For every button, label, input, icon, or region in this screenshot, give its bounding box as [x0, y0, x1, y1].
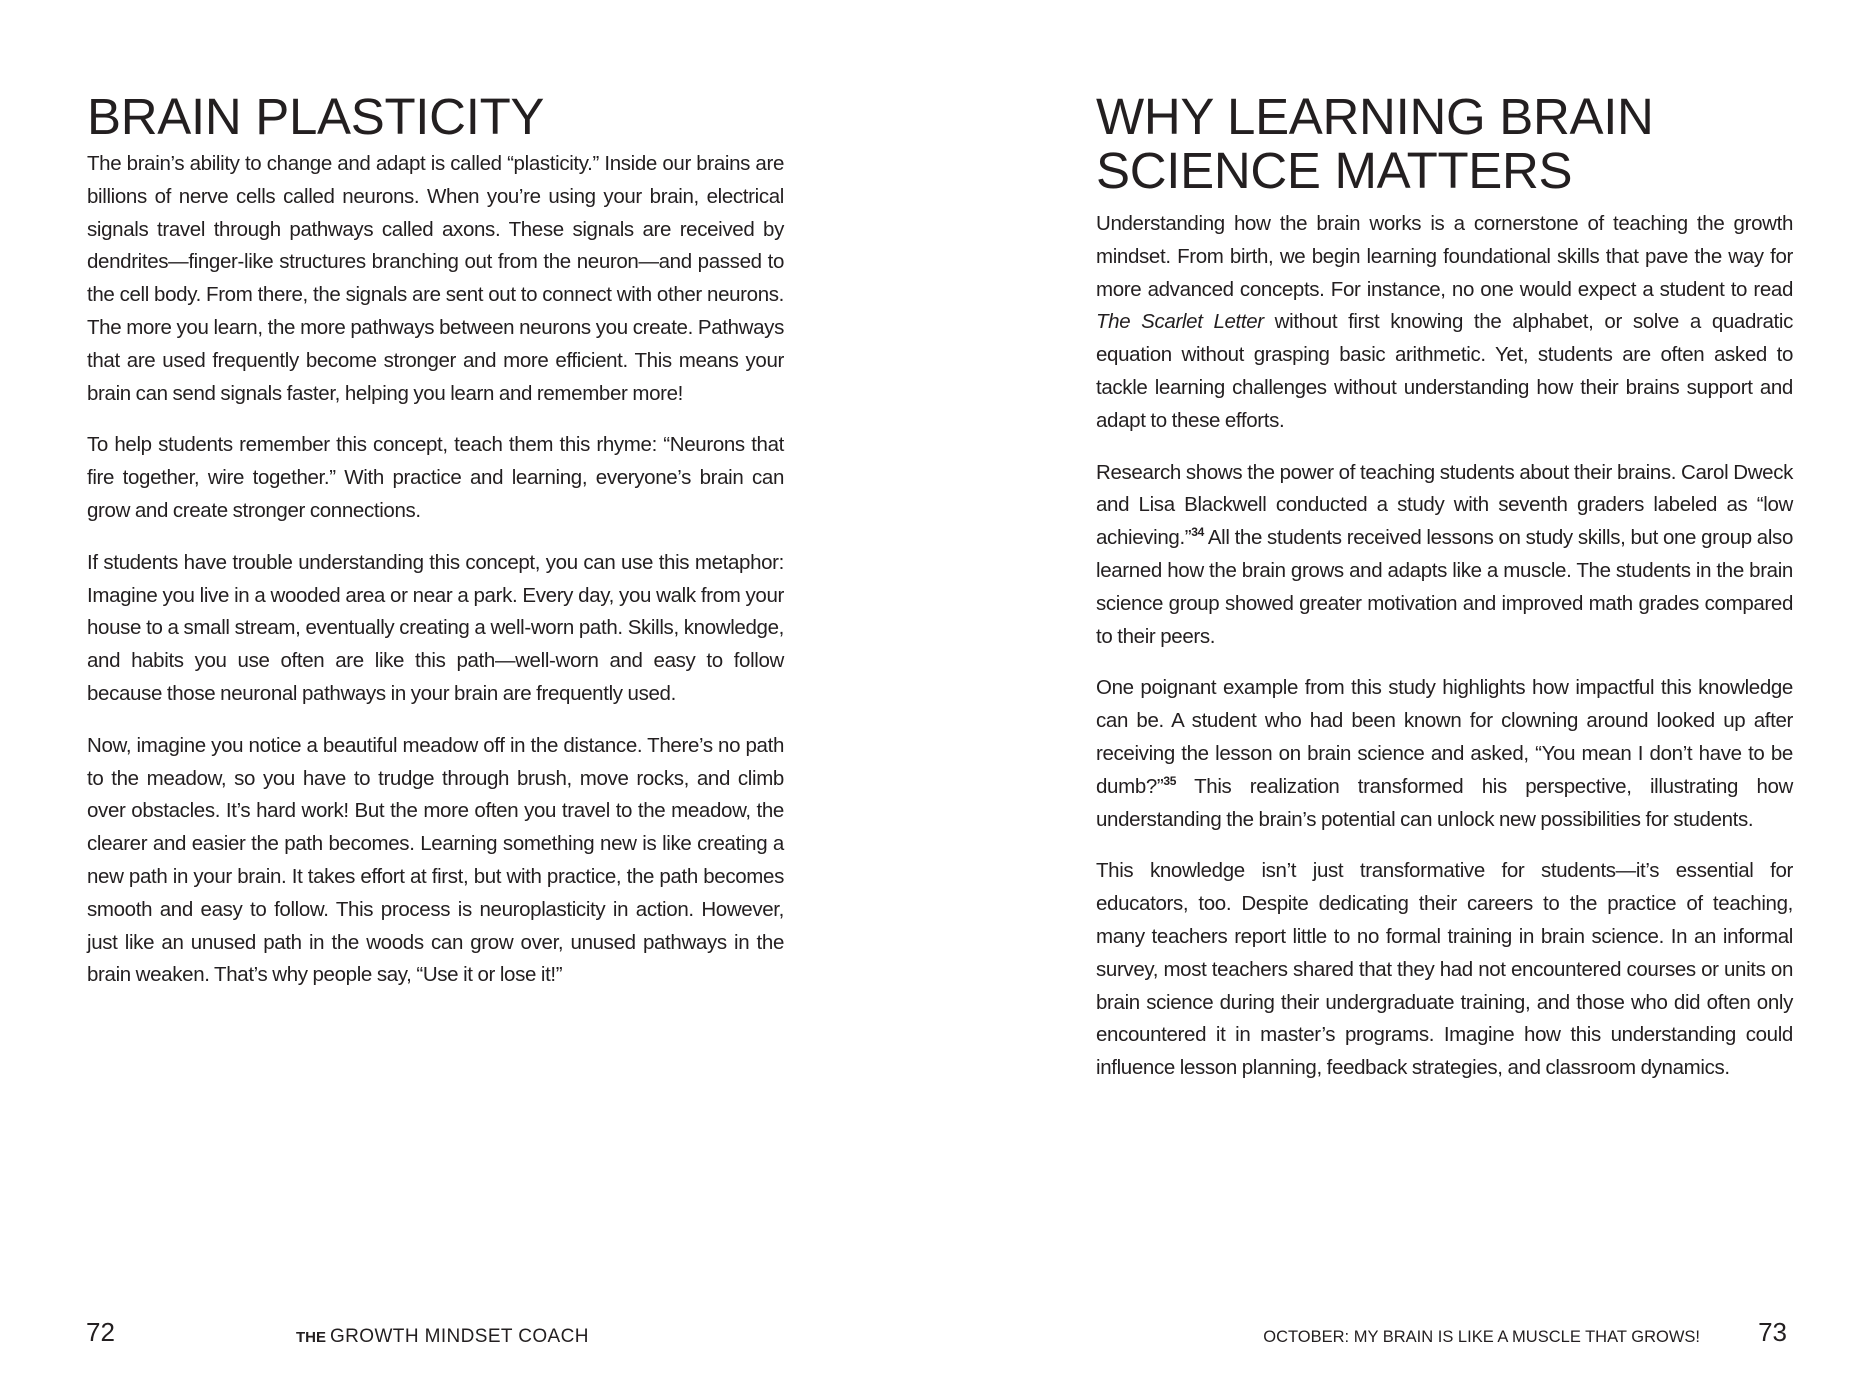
paragraph	[1096, 457, 1793, 654]
paragraph: To help students remember this concept, teach them this rhyme: “Neurons that fire together, wire together.” With practice and learning, everyone’s brain can grow and create stronger connections.	[87, 433, 784, 522]
paragraph: This knowledge isn’t just transformative for students—it’s essential for educators, too. Despite dedicating their careers to the practice of teaching, many teachers report little to no formal training in brain science. In an informal survey, most teachers shared that they had not encountered courses or units on brain science during their undergraduate training, and those who did often only encountered it in master’s programs. Imagine how this understanding could influence lesson planning, feedback strategies, and classroom dynamics.	[1096, 859, 1793, 1080]
paragraph-text: Understanding how the brain works is a cornerstone of teaching the growth mindset. From birth, we begin learning foundational skills that pave the way for more advanced concepts. For instance, no one would expect a student to read	[1096, 212, 1793, 301]
footnote-marker: 35	[1163, 773, 1177, 788]
page-number: 72	[86, 1317, 115, 1347]
right-page	[931, 0, 1863, 1396]
heading-line: WHY LEARNING BRAIN	[1096, 88, 1654, 145]
paragraph-text: without first knowing the alphabet, or solve a quadratic equation without grasping basic arithmetic. Yet, students are often asked to tackle learning challenges without understanding how their brains support and adapt to these efforts.	[1096, 310, 1793, 432]
left-page	[0, 0, 931, 1396]
paragraph	[1096, 208, 1793, 438]
running-head-text: GROWTH MINDSET COACH	[330, 1326, 589, 1347]
book-title-italic: The Scarlet Letter	[1096, 310, 1264, 334]
right-page-content	[1096, 90, 1793, 1104]
paragraph-text: All the students received lessons on study skills, but one group also learned how the brain grows and adapts like a muscle. The students in the brain science group showed greater motivation and improved math grades compared to their peers.	[1096, 526, 1793, 648]
page-number: 73	[1758, 1317, 1787, 1347]
footnote-marker: 34	[1191, 525, 1204, 540]
running-head-prefix: THE	[296, 1329, 326, 1346]
paragraph: If students have trouble understanding this concept, you can use this metaphor: Imagine you live in a wooded area or near a park. Every day, you walk from your house to a small stream, eventually creating a well-worn path. Skills, knowledge, and habits you use often are like this path—well-worn and easy to follow because those neuronal pathways in your brain are frequently used.	[87, 550, 784, 705]
left-page-content	[87, 90, 784, 1011]
right-page-footer	[931, 1317, 1863, 1357]
paragraph: Now, imagine you notice a beautiful meadow off in the distance. There’s no path to the meadow, so you have to trudge through brush, move rocks, and climb over obstacles. It’s hard work! But the more often you travel to the meadow, the clearer and easier the path becomes. Learning something new is like creating a new path in your brain. It takes effort at first, but with practice, the path becomes smooth and easy to follow. This process is neuroplasticity in action. However, just like an unused path in the woods can grow over, unused pathways in the brain weaken. That’s why people say, “Use it or lose it!”	[87, 733, 784, 987]
paragraph-text: One poignant example from this study highlights how impactful this knowledge can be. A student who had been known for clowning around looked up after receiving the lesson on brain science and asked, “You mean I don’t have to be dumb?”	[1096, 676, 1793, 798]
left-page-footer	[0, 1317, 931, 1357]
paragraph-text: This realization transformed his perspective, illustrating how understanding the brain’s potential can unlock new possibilities for students.	[1096, 774, 1793, 831]
heading-line: SCIENCE MATTERS	[1096, 142, 1573, 199]
running-head-book-title	[296, 1326, 589, 1349]
paragraph-text: Research shows the power of teaching students about their brains. Carol Dweck and Lisa Blackwell conducted a study with seventh graders labeled as “low achieving.”	[1096, 460, 1793, 550]
section-heading-why-learning-brain-science	[1096, 90, 1793, 198]
paragraph	[1096, 672, 1793, 836]
section-heading-brain-plasticity: BRAIN PLASTICITY	[87, 88, 545, 145]
running-head-chapter: OCTOBER: MY BRAIN IS LIKE A MUSCLE THAT GROWS!	[1263, 1328, 1700, 1346]
paragraph: The brain’s ability to change and adapt is called “plasticity.” Inside our brains are billions of nerve cells called neurons. When you’re using your brain, electrical signals travel through pathways called axons. These signals are received by dendrites—finger-like structures branching out from the neuron—and passed to the cell body. From there, the signals are sent out to connect with other neurons. The more you learn, the more pathways between neurons you create. Pathways that are used frequently become stronger and more efficient. This means your brain can send signals faster, helping you learn and remember more!	[87, 152, 784, 405]
